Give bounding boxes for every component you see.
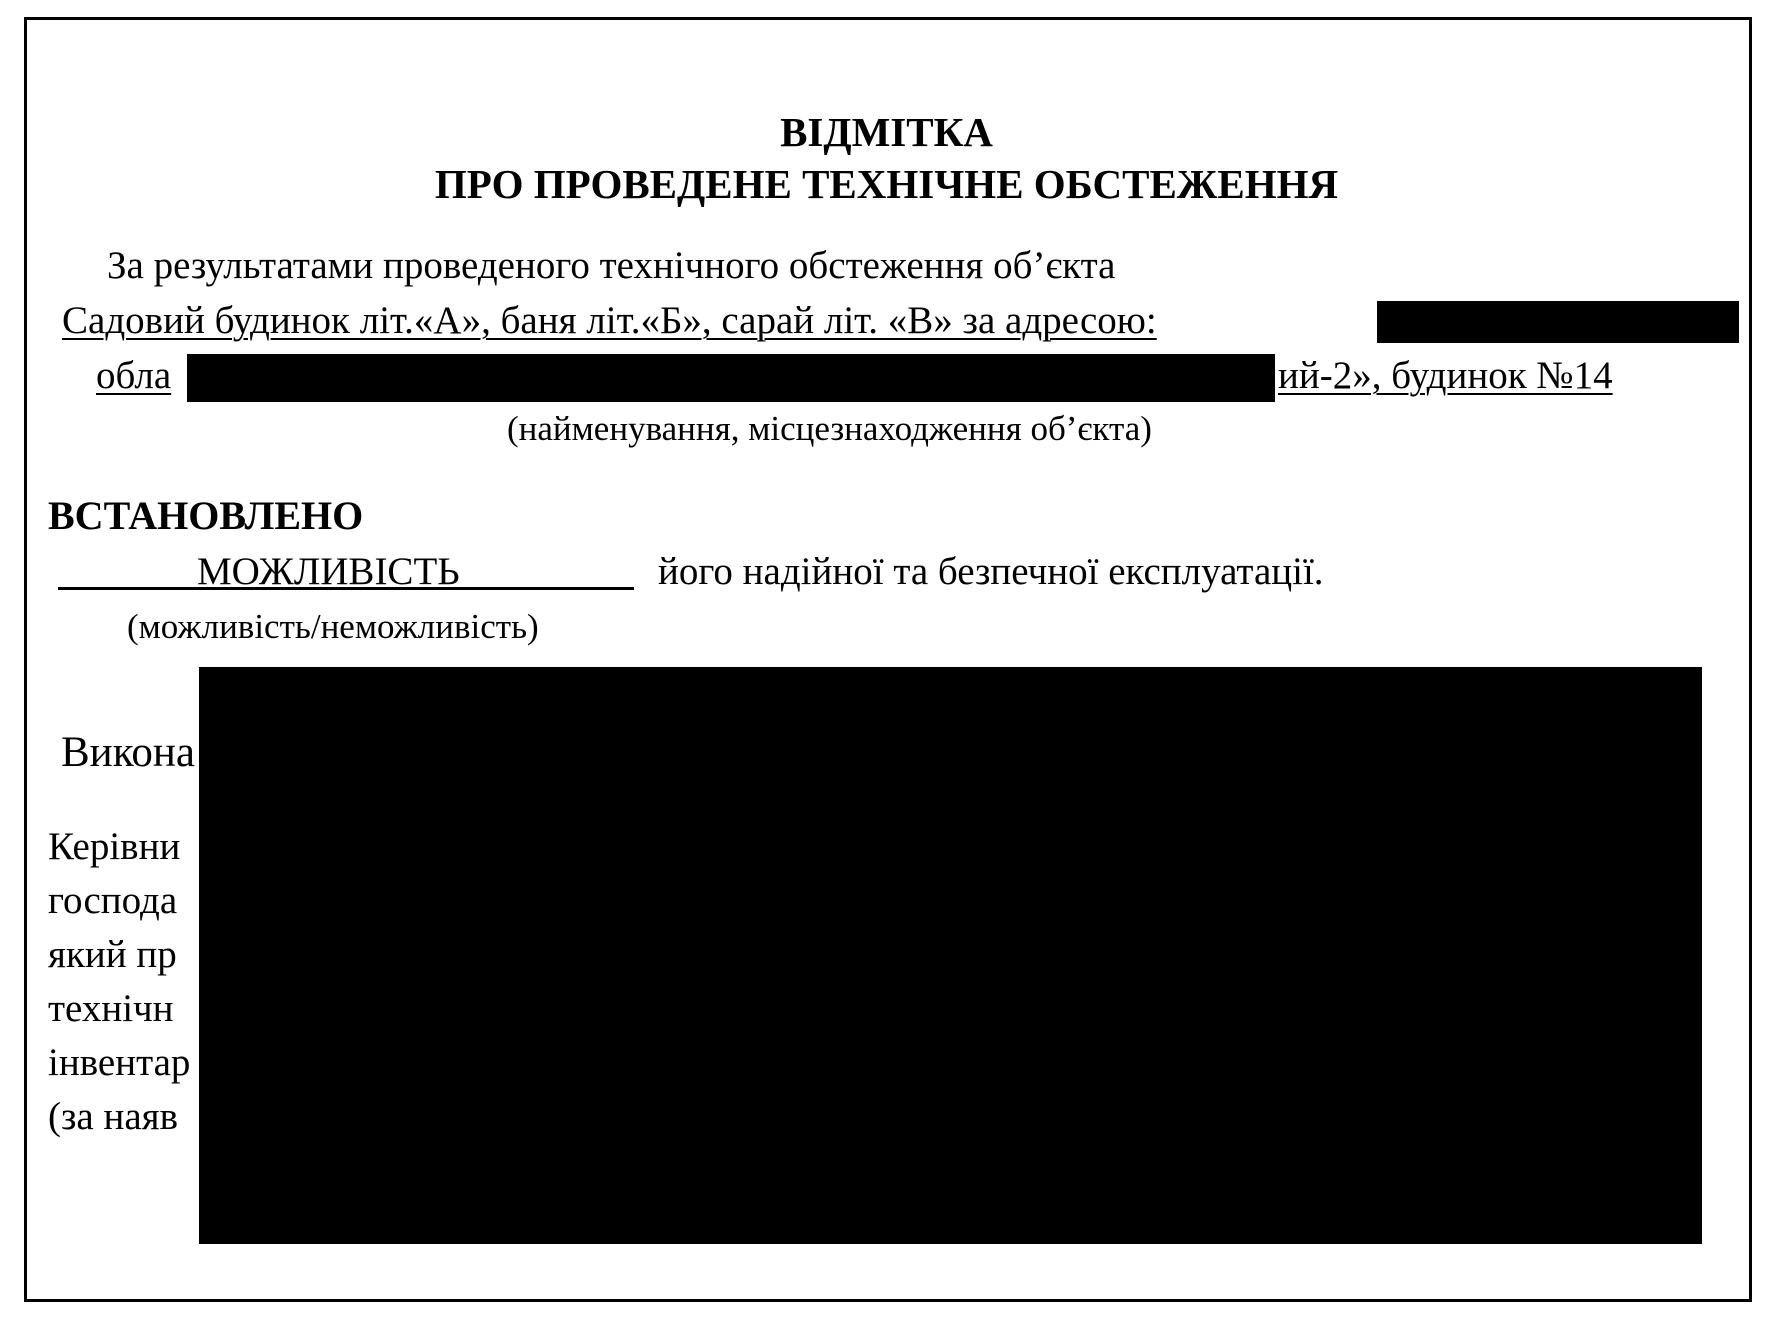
object-caption: (найменування, місцезнаходження об’єкта): [507, 409, 1152, 448]
object-description-line-2-end: ий-2», будинок №14: [1278, 354, 1613, 397]
head-text-line-4: технічн: [48, 987, 174, 1030]
head-text-line-3: який пр: [48, 933, 177, 976]
head-text-line-6: (за наяв: [48, 1095, 178, 1138]
title-line-1: ВІДМІТКА: [780, 109, 993, 155]
intro-text: За результатами проведеного технічного обстеження об’єкта: [107, 244, 1116, 287]
performer-label-fragment: Викона: [61, 729, 195, 776]
possibility-value: МОЖЛИВІСТЬ: [197, 550, 460, 593]
established-heading: ВСТАНОВЛЕНО: [48, 493, 364, 538]
head-text-line-1: Керівни: [48, 825, 181, 868]
redaction-signatures-block: [199, 667, 1702, 1244]
head-text-line-2: господа: [48, 879, 178, 922]
title-line-2: ПРО ПРОВЕДЕНЕ ТЕХНІЧНЕ ОБСТЕЖЕННЯ: [434, 161, 1339, 207]
redaction-address-2: [187, 354, 1275, 402]
possibility-tail: його надійної та безпечної експлуатації.: [658, 550, 1324, 593]
possibility-caption: (можливість/неможливість): [127, 607, 539, 646]
redaction-address-1: [1377, 301, 1739, 343]
object-description-line-1: Садовий будинок літ.«А», баня літ.«Б», сарай літ. «В» за адресою:: [62, 299, 1157, 342]
head-text-line-5: інвентар: [48, 1041, 191, 1084]
object-description-line-2-start: обла: [96, 354, 172, 397]
